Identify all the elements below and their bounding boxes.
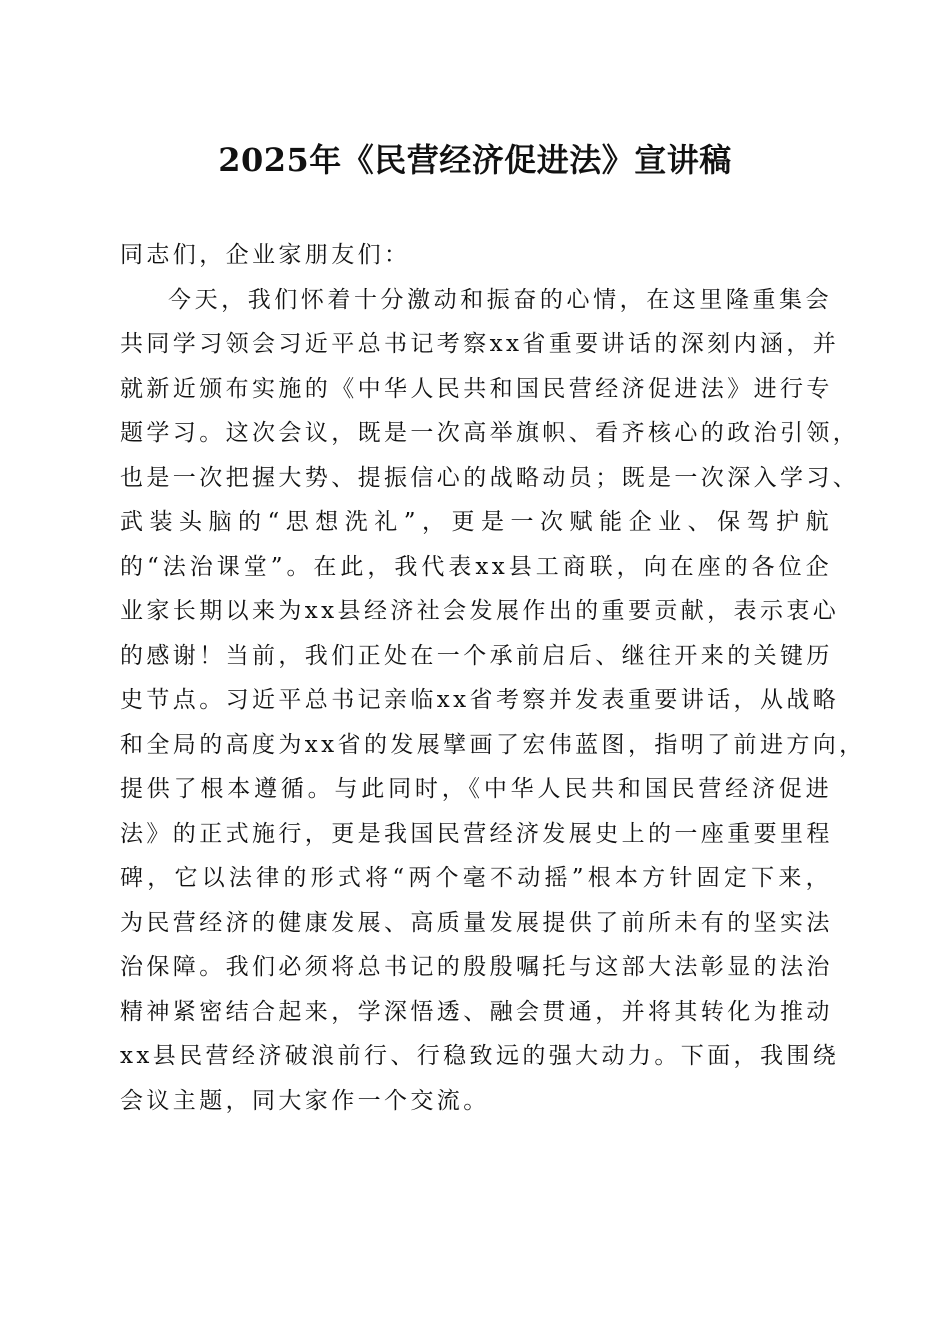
salutation: 同志们，企业家朋友们： (120, 242, 411, 268)
paragraph-line: 和全局的高度为xx省的发展擘画了宏伟蓝图，指明了前进方向， (120, 731, 866, 758)
paragraph-line: 精神紧密结合起来，学深悟透、融会贯通，并将其转化为推动 (120, 998, 833, 1025)
paragraph-line: xx县民营经济破浪前行、行稳致远的强大动力。下面，我围绕 (120, 1043, 840, 1069)
paragraph-line: 题学习。这次会议，既是一次高举旗帜、看齐核心的政治引领， (120, 420, 860, 446)
paragraph-line: 为民营经济的健康发展、高质量发展提供了前所未有的坚实法 (120, 909, 833, 936)
paragraph-line: 碑，它以法律的形式将“两个毫不动摇”根本方针固定下来， (120, 865, 832, 891)
paragraph-line: 今天，我们怀着十分激动和振奋的心情，在这里隆重集会 (168, 286, 832, 313)
paragraph-line: 法》的正式施行，更是我国民营经济发展史上的一座重要里程 (120, 820, 833, 847)
paragraph-line: 史节点。习近平总书记亲临xx省考察并发表重要讲话，从战略 (120, 687, 840, 713)
paragraph-line: 就新近颁布实施的《中华人民共和国民营经济促进法》进行专 (120, 375, 833, 402)
paragraph-line: 提供了根本遵循。与此同时，《中华人民共和国民营经济促进 (120, 776, 832, 802)
paragraph-line: 的“法治课堂”。在此，我代表xx县工商联，向在座的各位企 (120, 553, 832, 580)
paragraph-line: 也是一次把握大势、提振信心的战略动员；既是一次深入学习、 (120, 464, 860, 491)
paragraph-line: 共同学习领会习近平总书记考察xx省重要讲话的深刻内涵，并 (120, 331, 840, 357)
paragraph-line: 武装头脑的“思想洗礼”，更是一次赋能企业、保驾护航 (120, 509, 832, 535)
paragraph-line: 的感谢！当前，我们正处在一个承前启后、继往开来的关键历 (120, 642, 833, 669)
paragraph-line: 业家长期以来为xx县经济社会发展作出的重要贡献，表示衷心 (120, 598, 840, 624)
paragraph-line: 治保障。我们必须将总书记的殷殷嘱托与这部大法彰显的法治 (120, 954, 833, 980)
document-body (120, 233, 866, 1123)
paragraph-line: 会议主题，同大家作一个交流。 (120, 1087, 490, 1114)
document-title: 2025年《民营经济促进法》宣讲稿 (218, 141, 732, 179)
